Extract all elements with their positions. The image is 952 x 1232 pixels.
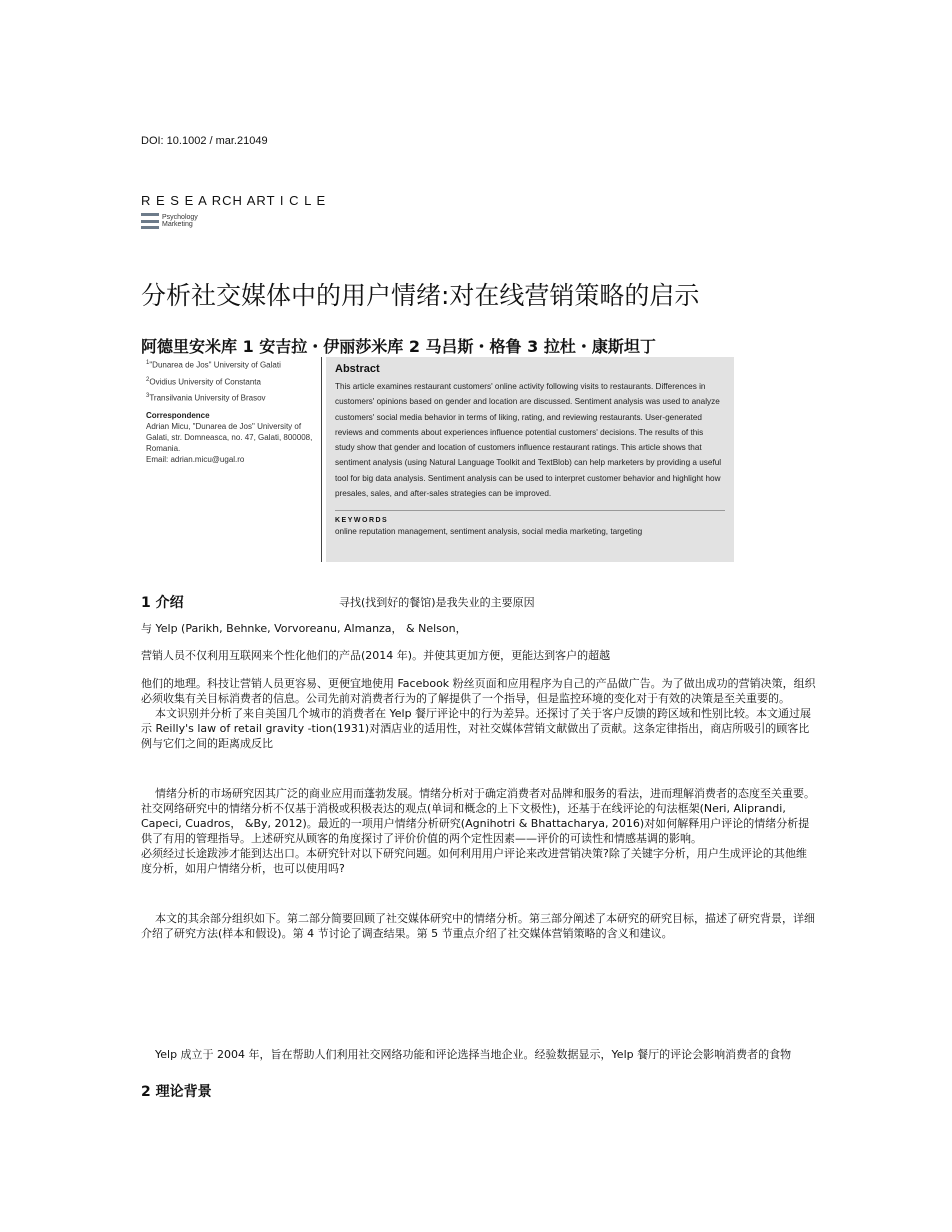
affiliation-2: $^2$Ovidius University of Constanta: [146, 376, 261, 387]
sidebar-divider: [321, 357, 322, 562]
section-1-side-text: 寻找(找到好的餐馆)是我失业的主要原因: [339, 596, 535, 609]
journal-logo: [141, 212, 198, 230]
footnote-yelp: Yelp 成立于 2004 年，旨在帮助人们利用社交网络功能和评论选择当地企业。经验数据显示，Yelp 餐厅的评论会影响消费者的食物: [155, 1048, 792, 1061]
paragraph-1: 与 Yelp (Parikh, Behnke, Vorvoreanu, Almanza， & Nelson，: [141, 622, 467, 635]
author-list: 阿德里安米库 1 安吉拉・伊丽莎米库 2 马吕斯・格鲁 3 拉杜・康斯坦丁: [141, 337, 656, 356]
paragraph-5: 本文的其余部分组织如下。第二部分简要回顾了社交媒体研究中的情绪分析。第三部分阐述了本研究的研究目标，描述了研究背景，详细介绍了研究方法(样本和假设)。第 4 节讨论了调查结果。第 5 节重点介绍了社交媒体营销策略的含义和建议。: [141, 912, 815, 940]
section-2-heading: 2 理论背景: [141, 1084, 212, 1100]
affiliation-1: $^1$"Dunarea de Jos" University of Galati: [146, 360, 281, 370]
paper-title: 分析社交媒体中的用户情绪:对在线营销策略的启示: [141, 281, 700, 310]
keywords-divider: [335, 510, 725, 511]
keywords-heading: KEYWORDS: [335, 517, 389, 525]
correspondence-email[interactable]: Email: adrian.micu@ugal.ro: [146, 454, 245, 464]
keywords-list: online reputation management, sentiment analysis, social media marketing, targeting: [335, 527, 643, 537]
paragraph-3: [141, 676, 816, 751]
section-1-heading: 1 介绍: [141, 595, 184, 611]
paragraph-2: 营销人员不仅利用互联网来个性化他们的产品(2014 年)。并使其更加方便，更能达到客户的超越: [141, 649, 611, 662]
abstract-box: [326, 357, 734, 562]
journal-logo-icon: [141, 213, 159, 229]
doi-line: DOI: 10.1002 / mar.21049: [141, 135, 268, 147]
journal-logo-line1: Psychology: [162, 214, 198, 221]
paragraph-3b: 本文识别并分析了来自美国几个城市的消费者在 Yelp 餐厅评论中的行为差异。还探讨了关于客户反馈的跨区域和性别比较。本文通过展示 Reilly's law of retail gravity -tion(1931)对酒店业的适用性，对社交媒体营销文献做出了贡献。这条定律指出，商店所吸引的顾客比例与它们之间的距离成反比: [141, 707, 812, 750]
article-type-label: R E S E A RCH ART I C L E: [141, 193, 327, 208]
correspondence-heading: Correspondence: [146, 410, 210, 420]
journal-logo-line2: Marketing: [162, 221, 193, 228]
abstract-body: This article examines restaurant customers' online activity following visits to restaurants. Differences in customers' opinions based on gender and location are discussed. Sentiment analysis was used to analyze customers' social media behavior in terms of liking, rating, and reviewing restaurants. User-generated reviews and comments about experiences influence potential customers' decisions. The results of this study show that gender and location of customers influence restaurant ratings. This article shows that sentiment analysis (using Natural Language Toolkit and TextBlob) can help marketers by providing a useful tool for big data analysis. Sentiment analysis can be used to interpret customer behavior and highlight how presales, sales, and after-sales strategies can be improved.: [335, 382, 722, 499]
paragraph-4b: 必须经过长途跋涉才能到达出口。本研究针对以下研究问题。如何利用用户评论来改进营销决策?除了关键字分析，用户生成评论的其他维度分析，如用户情绪分析，也可以使用吗?: [141, 847, 807, 875]
paragraph-4: [141, 786, 816, 876]
paragraph-3a: 他们的地理。科技让营销人员更容易、更便宜地使用 Facebook 粉丝页面和应用程序为自己的产品做广告。为了做出成功的营销决策，组织必须收集有关目标消费者的信息。公司先前对消费者行为的了解提供了一个指导，但是监控环境的变化对于有效的决策是至关重要的。: [141, 677, 816, 705]
correspondence-address: Adrian Micu, "Dunarea de Jos" University of Galati, str. Domneasca, no. 47, Galati, 800008, Romania.: [146, 421, 313, 453]
affiliation-3: $^3$Transilvania University of Brasov: [146, 393, 266, 403]
paragraph-4a: 情绪分析的市场研究因其广泛的商业应用而蓬勃发展。情绪分析对于确定消费者对品牌和服务的看法，进而理解消费者的态度至关重要。社交网络研究中的情绪分析不仅基于消极或积极表达的观点(单词和概念的上下文极性)，还基于在线评论的句法框架(Neri, Aliprandi, Capeci, Cuadros， &By, 2012)。最近的一项用户情绪分析研究(Agnihotri & Bhattacharya, 2016)对如何解释用户评论的情绪分析提供了有用的管理指导。上述研究从顾客的角度探讨了评价价值的两个定性因素——评价的可读性和情感基调的影响。: [141, 787, 815, 845]
abstract-heading: Abstract: [335, 363, 380, 375]
affiliations-block: [146, 358, 316, 465]
